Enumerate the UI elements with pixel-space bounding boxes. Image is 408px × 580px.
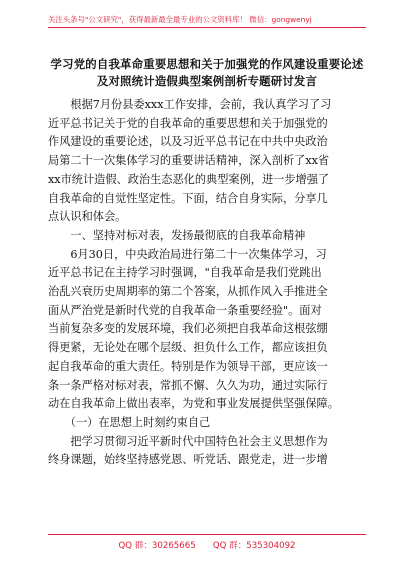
text-line: 6月30日，中央政治局进行第二十一次集体学习，习: [48, 247, 327, 261]
text-line: 近平总书记在主持学习时强调，"自我革命是我们党跳出: [48, 266, 322, 280]
text-line: 自我革命的自觉性坚定性。下面，结合自身实际，分享几: [48, 191, 328, 205]
text-line: 起自我革命的重大责任。特别是作为领导干部，更应该一: [48, 359, 328, 373]
header-banner: 关注头条号"公文研究"，获得最新最全最专业的公文资料库！ 微信：gongwenyj: [48, 15, 312, 24]
text-line: 治乱兴衰历史周期率的第二个答案，从抓作风入手推进全: [48, 285, 328, 299]
text-line: xx市统计造假、政治生态恶化的典型案例，进一步增强了: [48, 172, 330, 186]
text-line: 终身课题，始终坚持感党恩、听党话、跟党走，进一步增: [48, 453, 328, 467]
subsection-1-paragraph: [48, 433, 366, 470]
title-line: 学习党的自我革命重要思想和关于加强党的作风建设重要论述: [50, 57, 364, 71]
document-body: [48, 96, 366, 470]
section-1-paragraph: [48, 246, 366, 414]
text-line: 作风建设的重要论述，以及习近平总书记在中共中央政治: [48, 135, 328, 149]
subsection-heading-1: [48, 414, 366, 433]
text-line: 把学习贯彻习近平新时代中国特色社会主义思想作为: [48, 434, 328, 448]
text-line: 局第二十一次集体学习的重要讲话精神，深入剖析了xx省: [48, 154, 330, 168]
text-line: 条一条严格对标对表，常抓不懈、久久为功，通过实际行: [48, 378, 328, 392]
document-title: [48, 56, 366, 90]
text-line: 当前复杂多变的发展环境，我们必须把自我革命这根弦绷: [48, 322, 328, 336]
intro-paragraph: [48, 96, 366, 227]
header-divider: [48, 27, 366, 28]
text-line: （一）在思想上时刻约束自己: [48, 415, 211, 429]
text-line: 点认识和体会。: [48, 210, 127, 224]
section-heading-1: [48, 227, 366, 246]
text-line: 根据7月份县委xxx工作安排，会前，我认真学习了习: [48, 98, 332, 111]
text-line: 得更紧，无论处在哪个层级、担负什么工作，都应该担负: [48, 341, 328, 355]
text-line: 近平总书记关于党的自我革命的重要思想和关于加强党的: [48, 116, 328, 130]
text-line: 面从严治党是新时代党的自我革命一条重要经验"。面对: [48, 303, 322, 317]
footer-qq-groups: QQ 群：30265665 QQ 群：535304092: [118, 541, 296, 551]
footer-divider: [48, 534, 366, 535]
text-line: 一、坚持对标对表，发扬最彻底的自我革命精神: [48, 228, 306, 242]
text-line: 动在自我革命上做出表率，为党和事业发展提供坚强保障。: [48, 397, 339, 411]
title-line: 及对照统计造假典型案例剖析专题研讨发言: [96, 74, 318, 88]
